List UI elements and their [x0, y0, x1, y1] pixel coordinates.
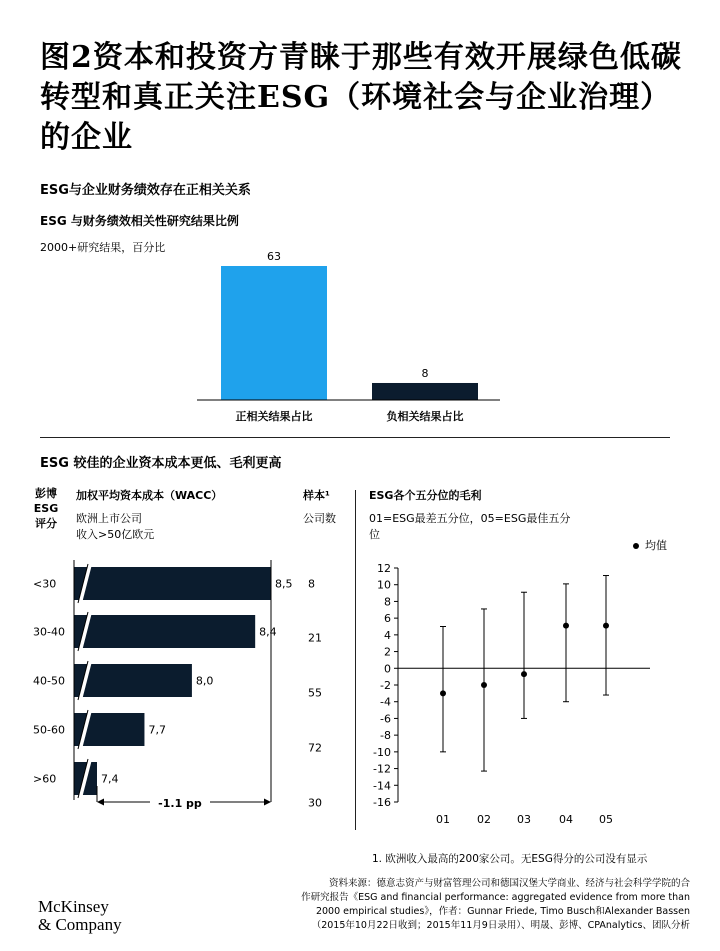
rating-header-line: 彭博 [35, 487, 57, 500]
y-tick-label: 2 [384, 645, 391, 659]
rating-header [33, 486, 59, 531]
diff-label: -1.1 pp [158, 797, 202, 810]
bar-value-label: 8,0 [195, 674, 214, 688]
y-tick-label: 0 [384, 662, 391, 676]
x-tick-label: 02 [477, 813, 491, 826]
page-title: 图2资本和投资方青睐于那些有效开展绿色低碳转型和真正关注ESG（环境社会与企业治理）的企业 [40, 40, 682, 155]
legend-mean-label: 均值 [645, 539, 667, 552]
category-label: 40-50 [33, 674, 65, 688]
mean-point [481, 682, 487, 688]
mean-point [563, 623, 569, 629]
y-tick-label: -2 [380, 679, 391, 692]
mean-point [440, 690, 446, 696]
category-label: <30 [33, 577, 57, 591]
margin-sub1: 01=ESG最差五分位，05=ESG最佳五分 [369, 512, 571, 525]
chart-esg-correlation [197, 250, 500, 423]
y-tick-label: 12 [377, 562, 391, 575]
column-divider [355, 490, 356, 830]
sample-count: 72 [308, 741, 322, 755]
sample-count: 55 [308, 686, 322, 700]
y-tick-label: -6 [380, 712, 391, 726]
category-label: 50-60 [33, 723, 65, 737]
section-divider [40, 437, 670, 438]
sample-count: 8 [308, 577, 315, 591]
x-tick-label: 04 [559, 813, 573, 826]
sample-sub: 公司数 [303, 512, 336, 525]
sample-count: 30 [308, 796, 322, 810]
mean-point [603, 623, 609, 629]
wacc-header: 加权平均资本成本（WACC） [76, 489, 223, 502]
bar-value-label: 63 [267, 250, 281, 263]
margin-sub2: 位 [369, 528, 380, 541]
arrow-head-right-icon [264, 799, 271, 806]
bar-value-label: 7,4 [101, 772, 119, 786]
x-tick-label: 05 [599, 813, 613, 826]
bar-value-label: 8,5 [275, 577, 293, 591]
bar [74, 664, 192, 697]
category-label: 正相关结果占比 [235, 410, 313, 423]
category-label: >60 [33, 772, 57, 786]
y-tick-label: 6 [384, 612, 391, 626]
sample-header: 样本¹ [303, 489, 330, 502]
y-tick-label: -8 [380, 729, 391, 743]
logo-line: & Company [38, 915, 122, 934]
bar [74, 567, 271, 600]
wacc-sub2: 收入>50亿欧元 [76, 528, 155, 541]
margin-header: ESG各个五分位的毛利 [369, 489, 482, 502]
bar [74, 615, 255, 648]
source-line: （2015年10月22日收到；2015年11月9日录用）、明晟、彭博、CPAnalytics、团队分析 [311, 920, 690, 931]
logo-line: McKinsey [38, 897, 109, 916]
category-label: 30-40 [33, 625, 65, 639]
y-tick-label: -14 [373, 779, 391, 793]
rating-header-line: ESG [33, 502, 59, 515]
chart-margin [373, 562, 650, 826]
x-tick-label: 03 [517, 813, 531, 826]
mckinsey-logo [38, 898, 122, 934]
bar-value-label: 8 [421, 366, 429, 380]
section2-heading: ESG 较佳的企业资本成本更低、毛利更高 [40, 456, 282, 471]
mean-point [521, 671, 527, 677]
y-tick-label: -10 [373, 745, 391, 759]
y-tick-label: -4 [380, 695, 391, 709]
source-line: 2000 empirical studies》，作者：Gunnar Friede, Timo Busch和Alexander Bassen [315, 906, 690, 917]
sample-count: 21 [308, 631, 322, 645]
source-text [230, 877, 690, 933]
bar [221, 266, 327, 400]
footnote: 1. 欧洲收入最高的200家公司。无ESG得分的公司没有显示 [372, 853, 648, 865]
category-label: 负相关结果占比 [386, 410, 464, 423]
y-tick-label: 10 [377, 578, 391, 592]
wacc-sub1: 欧洲上市公司 [76, 512, 142, 525]
y-tick-label: -16 [373, 796, 391, 809]
chart-wacc [33, 560, 322, 810]
section1-heading: ESG与企业财务绩效存在正相关关系 [40, 183, 251, 198]
x-tick-label: 01 [436, 813, 450, 826]
y-tick-label: 8 [384, 595, 391, 609]
y-tick-label: 4 [384, 628, 391, 642]
legend-mean [633, 537, 667, 553]
arrow-head-left-icon [97, 799, 104, 806]
section1-subheading: ESG 与财务绩效相关性研究结果比例 [40, 214, 239, 228]
section1-unit: 2000+研究结果，百分比 [40, 241, 166, 254]
mean-dot-icon [633, 543, 639, 549]
bar [372, 383, 478, 400]
bar-value-label: 8,4 [259, 625, 277, 639]
bar-value-label: 7,7 [148, 723, 166, 737]
rating-header-line: 评分 [35, 517, 57, 530]
y-tick-label: -12 [373, 762, 391, 776]
source-line: 作研究报告《ESG and financial performance: aggregated evidence from more than [301, 892, 690, 903]
source-line: 资料来源：德意志资产与财富管理公司和德国汉堡大学商业、经济与社会科学学院的合 [328, 878, 690, 889]
